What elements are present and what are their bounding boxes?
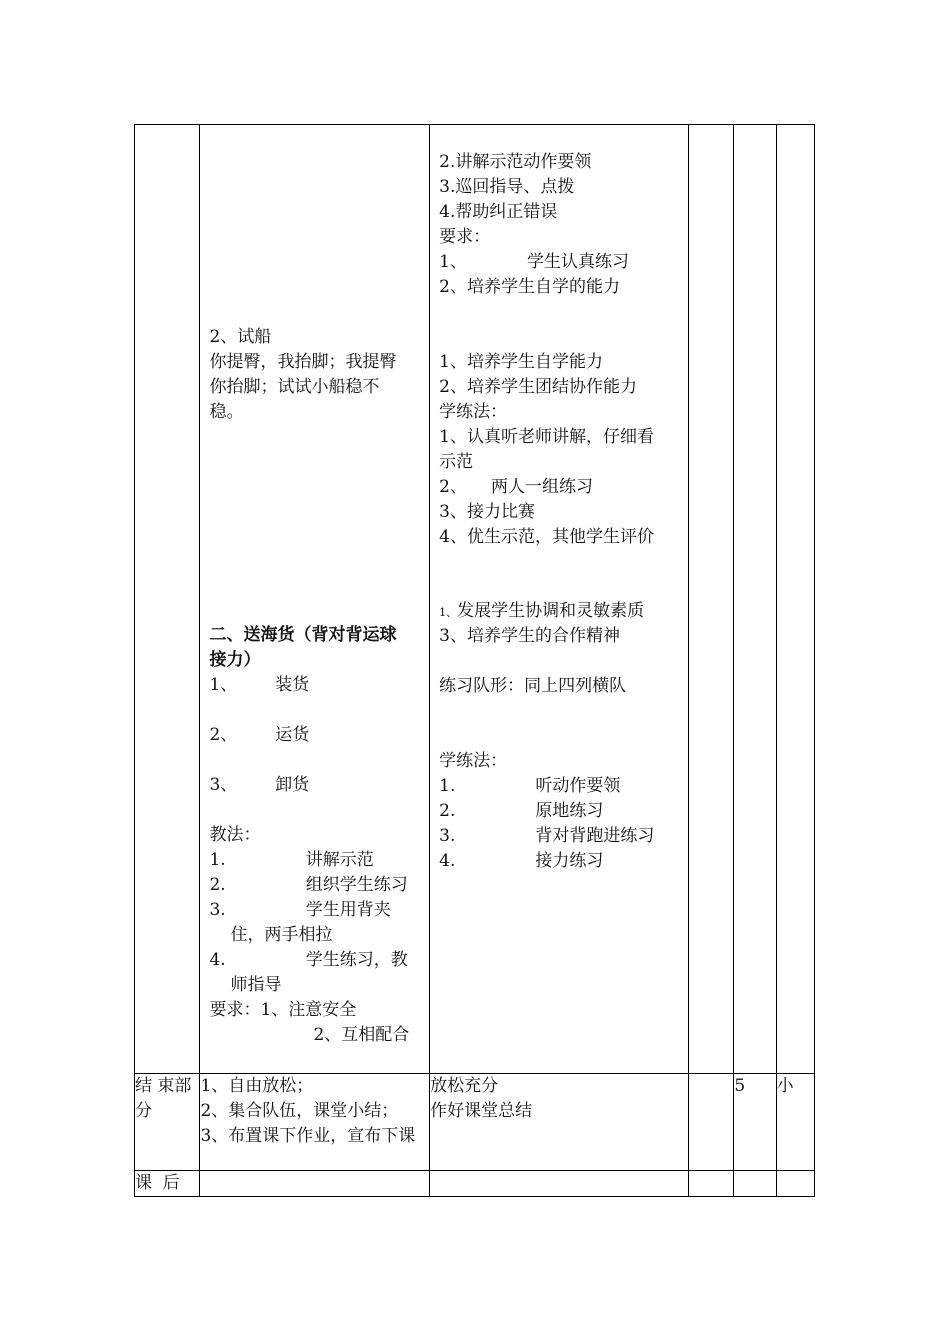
content-line: 你提臀，我抬脚；我提臀 bbox=[209, 352, 397, 372]
intensity-cell bbox=[776, 1171, 814, 1197]
method-line: 4、优生示范，其他学生评价 bbox=[439, 527, 654, 547]
blank-cell bbox=[689, 1074, 734, 1171]
section-label-cell bbox=[135, 1171, 200, 1197]
section-label: 课 后 bbox=[135, 1173, 180, 1193]
content-line: 你抬脚；试试小船稳不 bbox=[209, 377, 380, 397]
time-cell bbox=[734, 1074, 776, 1171]
method-line: 2、培养学生团结协作能力 bbox=[439, 377, 637, 397]
content-line: 3、 卸货 bbox=[209, 775, 310, 795]
lesson-plan-table bbox=[134, 124, 815, 1197]
time-cell bbox=[734, 125, 776, 1074]
content-line: 住，两手相拉 bbox=[230, 925, 333, 945]
content-line: 要求：1、注意安全 bbox=[209, 1000, 357, 1020]
content-line: 1、 装货 bbox=[209, 675, 310, 695]
method-cell bbox=[430, 1074, 689, 1171]
content-line: 4. 学生练习，教 bbox=[209, 950, 408, 970]
method-cell bbox=[430, 125, 689, 1074]
content-line: 1、自由放松； bbox=[200, 1076, 314, 1096]
content-line: 2、 运货 bbox=[209, 725, 310, 745]
method-line: 放松充分 bbox=[430, 1076, 499, 1096]
content-line: 1. 讲解示范 bbox=[209, 850, 374, 870]
method-cell bbox=[430, 1171, 689, 1197]
time-cell bbox=[734, 1171, 776, 1197]
content-line: 3、布置课下作业，宣布下课 bbox=[200, 1126, 416, 1146]
method-line: 2、 两人一组练习 bbox=[439, 477, 593, 497]
content-cell bbox=[200, 1171, 430, 1197]
method-line: 2.讲解示范动作要领 bbox=[439, 152, 592, 172]
content-line: 教法： bbox=[209, 825, 261, 845]
method-line: 4.帮助纠正错误 bbox=[439, 202, 558, 222]
method-line: 3. 背对背跑进练习 bbox=[439, 826, 655, 846]
method-line: 1、培养学生自学能力 bbox=[439, 352, 603, 372]
blank-cell bbox=[689, 125, 734, 1074]
content-cell bbox=[200, 1074, 430, 1171]
section-heading: 二、送海货（背对背运球 bbox=[209, 625, 397, 645]
section-label-cell bbox=[135, 125, 200, 1074]
method-line: 4. 接力练习 bbox=[439, 851, 604, 871]
time-value: 5 bbox=[734, 1076, 746, 1096]
method-line: 2、培养学生自学的能力 bbox=[439, 277, 620, 297]
main-activity-row bbox=[135, 125, 815, 1074]
content-line: 2、试船 bbox=[209, 327, 272, 347]
intensity-value: 小 bbox=[776, 1076, 794, 1096]
section-label: 结 束部分 bbox=[135, 1076, 192, 1121]
method-line: 作好课堂总结 bbox=[430, 1101, 533, 1121]
blank-cell bbox=[689, 1171, 734, 1197]
method-line: 3.巡回指导、点拨 bbox=[439, 177, 575, 197]
section-heading: 接力） bbox=[209, 650, 261, 670]
content-line: 2. 组织学生练习 bbox=[209, 875, 408, 895]
section-label-cell bbox=[135, 1074, 200, 1171]
content-line: 师指导 bbox=[230, 975, 282, 995]
content-line: 2、集合队伍，课堂小结； bbox=[200, 1101, 399, 1121]
intensity-cell bbox=[776, 1074, 814, 1171]
method-line: 2. 原地练习 bbox=[439, 801, 604, 821]
content-cell bbox=[200, 125, 430, 1074]
content-line: 3. 学生用背夹 bbox=[209, 900, 391, 920]
method-line: 学练法： bbox=[439, 751, 508, 771]
ending-row bbox=[135, 1074, 815, 1171]
method-line: 1、发展学生协调和灵敏素质 bbox=[439, 601, 645, 621]
after-class-row bbox=[135, 1171, 815, 1197]
content-line: 稳。 bbox=[209, 402, 244, 422]
content-line: 2、互相配合 bbox=[313, 1025, 410, 1045]
method-line: 1、认真听老师讲解，仔细看 bbox=[439, 427, 654, 447]
method-line: 练习队形：同上四列横队 bbox=[439, 676, 627, 696]
method-line: 3、接力比赛 bbox=[439, 502, 535, 522]
method-line: 3、培养学生的合作精神 bbox=[439, 626, 620, 646]
method-line: 1. 听动作要领 bbox=[439, 776, 621, 796]
method-line: 学练法： bbox=[439, 402, 508, 422]
method-line: 示范 bbox=[439, 452, 474, 472]
method-line: 要求： bbox=[439, 227, 491, 247]
intensity-cell bbox=[776, 125, 814, 1074]
method-line: 1、 学生认真练习 bbox=[439, 252, 629, 272]
